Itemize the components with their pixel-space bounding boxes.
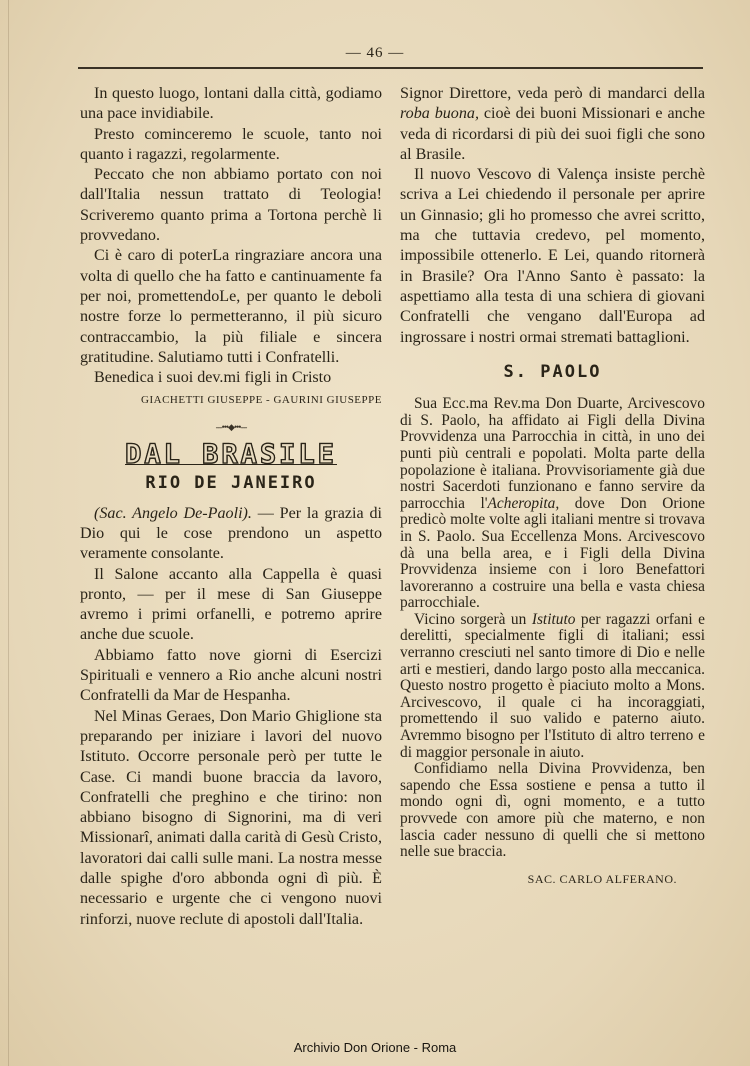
paragraph: Ci è caro di poterLa ringraziare ancora una volta di quello che ha fatto e cantinuamente fa per noi, promettendoLe, per quanto le deboli nostre forze lo permetteranno, il più sicuro contraccambio, la più filiale e sincera gratitudine. Salutiamo tutti i Confratelli. <box>80 247 382 366</box>
paragraph: Abbiamo fatto nove giorni di Esercizi Spirituali e vennero a Rio anche alcuni nostri Confratelli da Mar de Hespanha. <box>80 646 382 705</box>
paragraph: Benedica i suoi dev.mi figli in Cristo <box>94 369 332 387</box>
right-column <box>400 84 705 889</box>
paragraph: Nel Minas Geraes, Don Mario Ghiglione sta preparando per iniziare i lavori del nuovo Istituto. Occorre personale però per tutte le Case. Ci mandi buone braccia da lavoro, Confratelli che preghino e che tirino: non abbiano bisogno di Signorini, ma di veri Missionarî, animati dalla carità di Gesù Cristo, lavoratori dai calli sulle mani. La nostra messe dalle spighe d'oro abbonda ogni dì più. È necessario e urgente che ci vengono nuovi rinforzi, nuove reclute di apostoli dall'Italia. <box>80 707 382 928</box>
signature-right: SAC. CARLO ALFERANO. <box>527 871 677 886</box>
section-title: DAL BRASILE <box>125 439 337 471</box>
subsection-title-sao-paulo: S. PAOLO <box>503 361 602 382</box>
paragraph: Sua Ecc.ma Rev.ma Don Duarte, Arcivescovo di S. Paolo, ha affidato ai Figli della Divina Provvidenza una Parrocchia in città, in uno dei punti più centrali e popolati. Molta parte della popolazione è italiana. Provvisoriamente già due nostri Sacerdoti funzionano e fanno servire da parrocchia l'Acheropita, dove Don Orione predicò molte volte agli italiani mentre si trovava in S. Paolo. Sua Eccellenza Mons. Arcivescovo dà una bella area, e i Figli della Divina Provvidenza insieme con i loro Benefattori lavoreranno a costruire una bella e vasta chiesa parrocchiale. <box>400 395 705 612</box>
page-edge <box>8 0 9 1066</box>
paragraph: Il nuovo Vescovo di Valença insiste perchè scriva a Lei chiedendo il personale per aprire un Ginnasio; gli ho promesso che avrei scritto, ma che tuttavia credevo, pel momento, impossibile ottenerlo. E Lei, quando ritornerà in Brasile? Ora l'Anno Santo è passato: la aspettiamo alla testa di una schiera di giovani Confratelli che vengano dall'Europa ad ingrossare i nostri ormai stremati battaglioni. <box>400 166 705 346</box>
page-number: — 46 — <box>345 45 405 61</box>
paragraph: Peccato che non abbiamo portato con noi dall'Italia nessun trattato di Teologia! Scriveremo quanto prima a Tortona perchè li provvedano. <box>80 166 382 245</box>
author-name: (Sac. Angelo De-Paoli). <box>94 504 252 522</box>
header-rule <box>78 67 703 69</box>
paragraph: Presto cominceremo le scuole, tanto noi quanto i ragazzi, regolarmente. <box>80 125 382 163</box>
paragraph: In questo luogo, lontani dalla città, godiamo una pace invidiabile. <box>80 85 382 123</box>
sao-paulo-section <box>400 396 705 861</box>
paragraph: (Sac. Angelo De-Paoli). — Per la grazia di Dio qui le cose prendono un aspetto veramente consolante. <box>80 504 382 563</box>
subsection-title-rio: RIO DE JANEIRO <box>145 473 317 494</box>
signature-left: GIACHETTI GIUSEPPE - GAURINI GIUSEPPE <box>141 394 382 407</box>
paragraph: Vicino sorgerà un Istituto per ragazzi orfani e derelitti, specialmente figli di italiani; essi verranno cresciuti nel santo timore di Dio e nelle arti e mestieri, dando largo posto alla meccanica. Questo nostro progetto è piaciuto molto a Mons. Arcivescovo, il quale ci ha incoraggiati, promettendo il suo valido e paterno aiuto. Avremmo bisogno per l'Istituto di altro terreno e di maggior personale in aiuto. <box>400 610 705 761</box>
archive-footer: Archivio Don Orione - Roma <box>293 1040 457 1055</box>
left-column <box>80 84 382 930</box>
paragraph: Confidiamo nella Divina Provvidenza, ben sapendo che Essa sostiene e pensa a tutto il mondo ogni dì, ogni momento, e a tutto provvede con amore più che materno, e non lascia cader nessuno di quelli che si mettono nelle sue braccia. <box>400 760 705 861</box>
ornament-divider: ---•••◆•••--- <box>215 421 247 432</box>
paragraph: Signor Direttore, veda però di mandarci della roba buona, cioè dei buoni Missionari e anche veda di ricordarsi di più dei suoi figli che sono al Brasile. <box>400 85 705 163</box>
paragraph: Il Salone accanto alla Cappella è quasi pronto, — per il mese di San Giuseppe avremo i primi orfanelli, e potremo aprire anche due scuole. <box>80 565 382 644</box>
